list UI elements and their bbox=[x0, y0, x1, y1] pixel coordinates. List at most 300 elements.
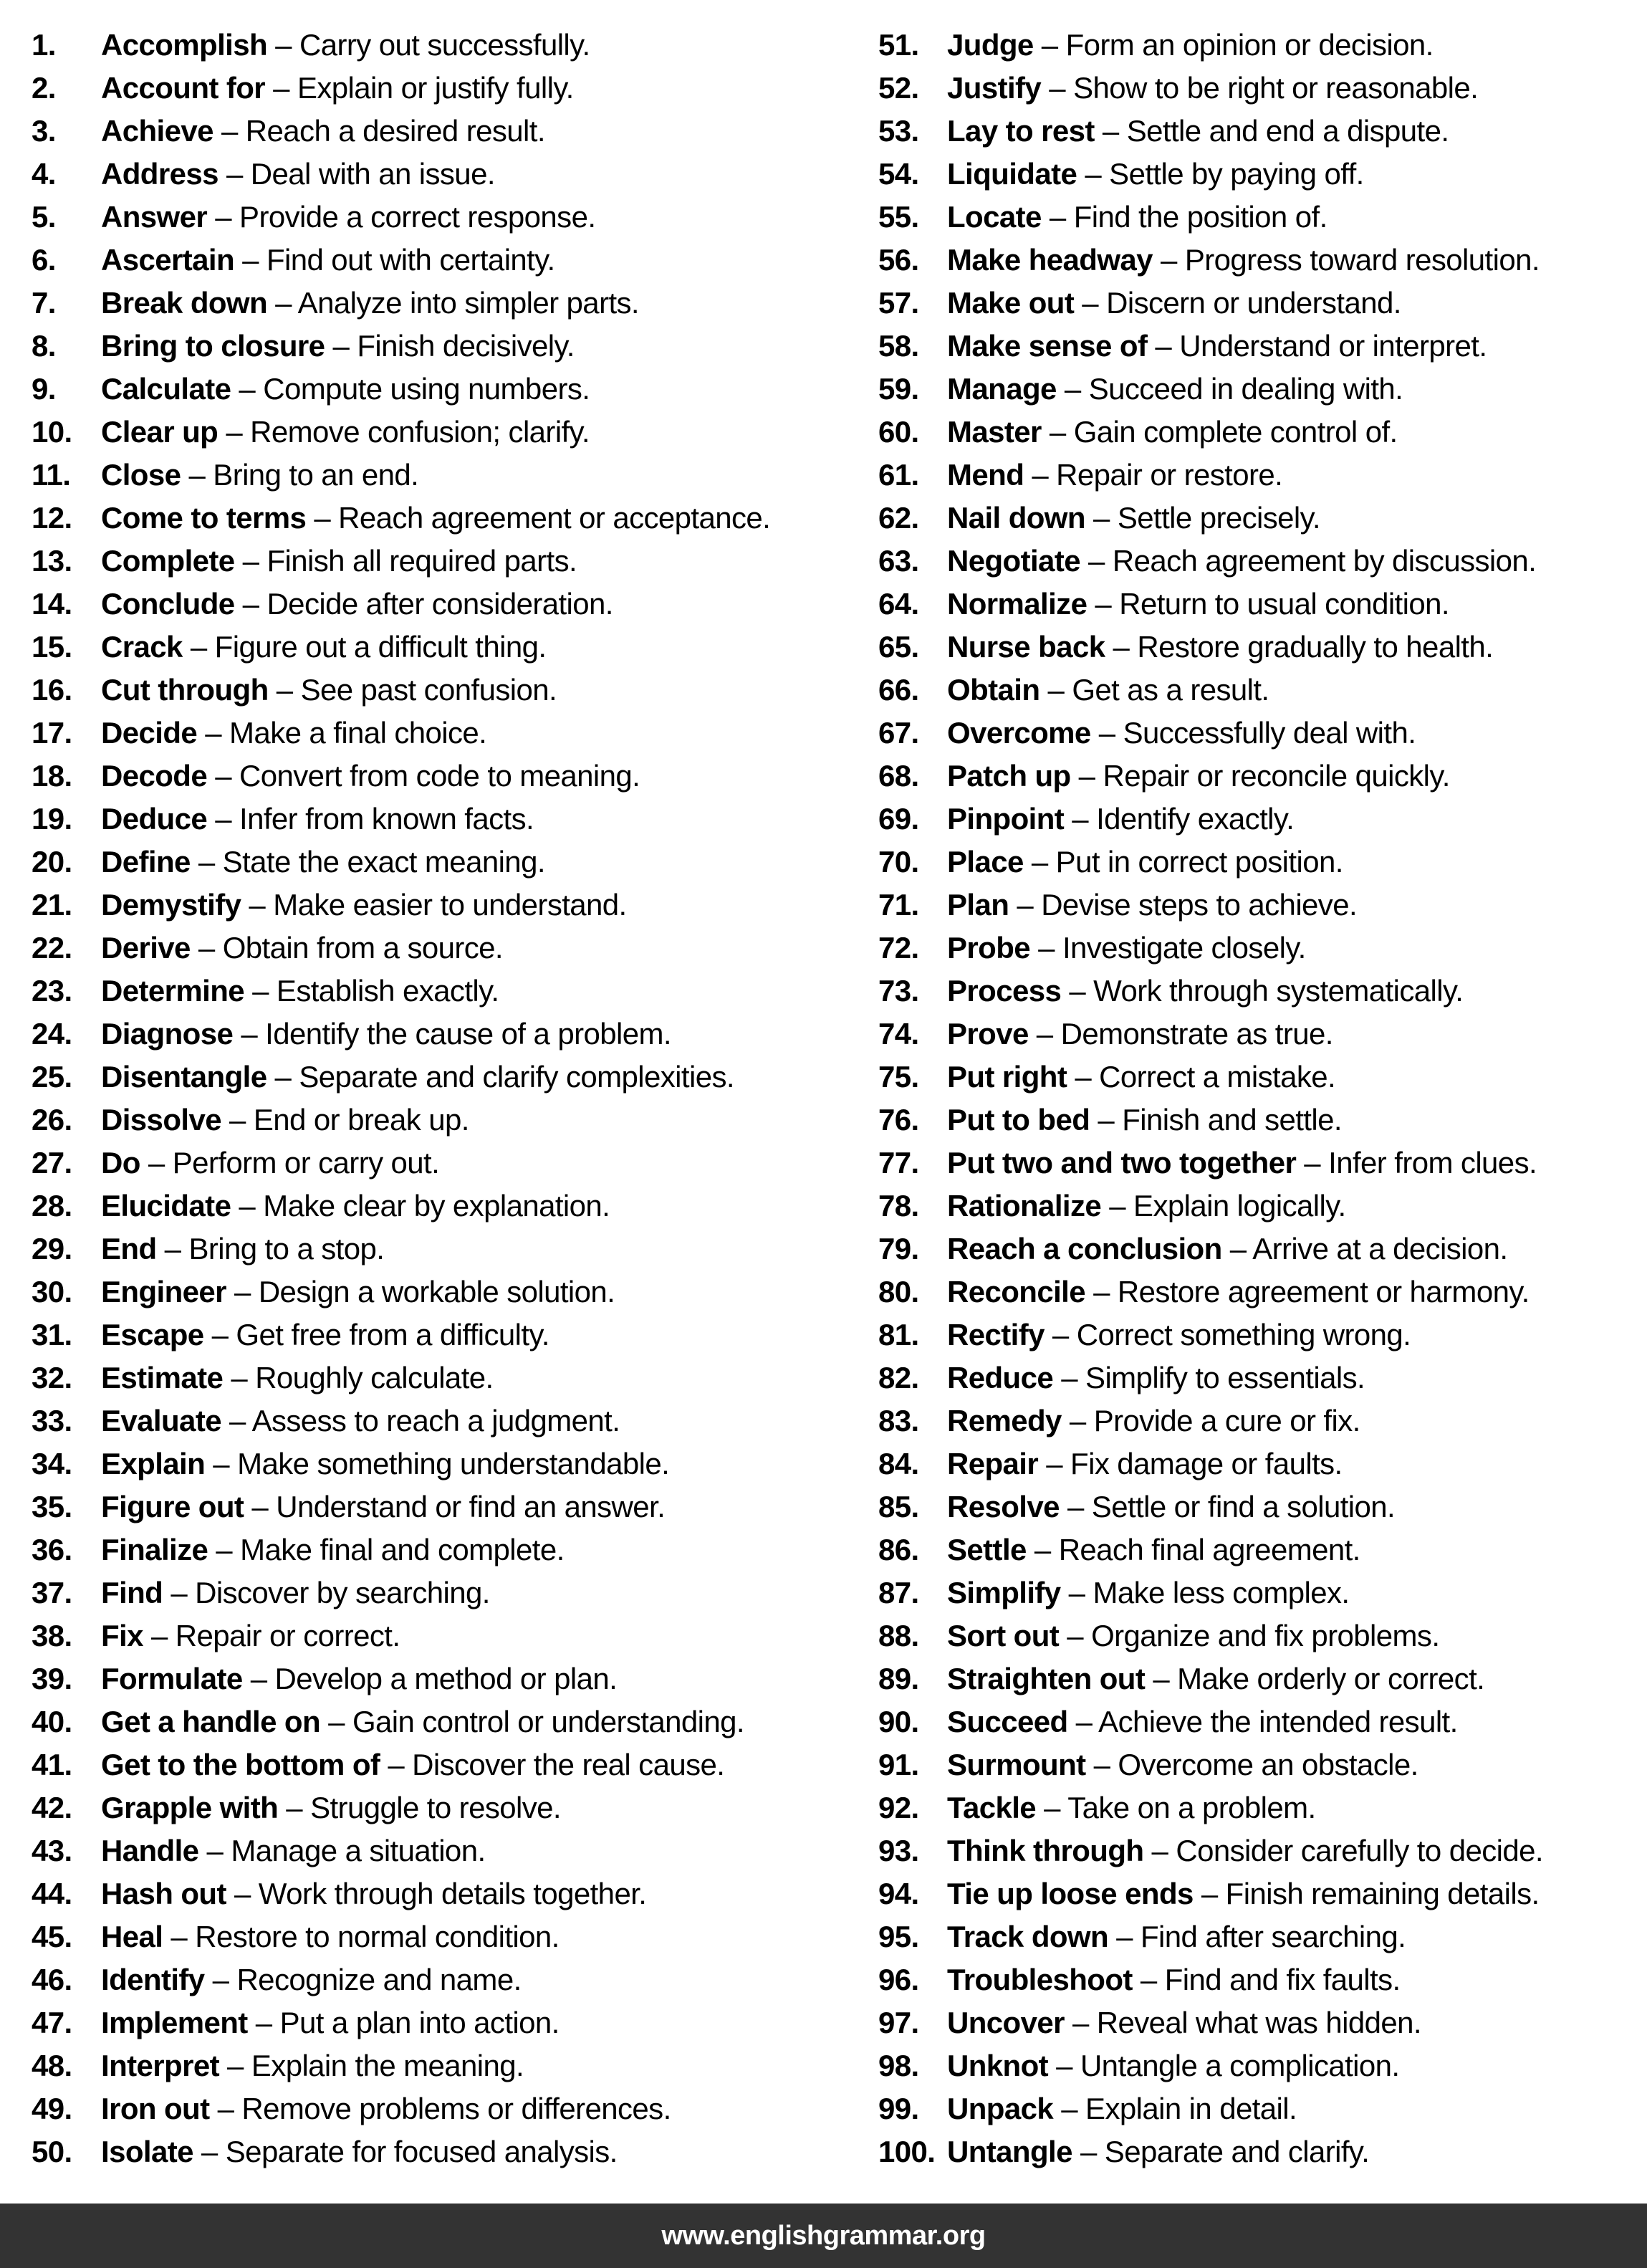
item-separator: – bbox=[268, 673, 301, 707]
item-separator: – bbox=[1024, 458, 1057, 492]
item-definition: Finish all required parts. bbox=[267, 544, 577, 578]
list-item bbox=[878, 540, 1543, 583]
item-number: 52. bbox=[878, 71, 919, 105]
item-number: 25. bbox=[32, 1060, 72, 1094]
item-separator: – bbox=[1193, 1877, 1226, 1910]
item-number: 17. bbox=[32, 716, 72, 750]
item-term: Get a handle on bbox=[101, 1705, 321, 1738]
item-term: Settle bbox=[947, 1533, 1027, 1566]
item-definition: End or break up. bbox=[253, 1103, 469, 1137]
item-definition: Reach a desired result. bbox=[245, 114, 545, 148]
item-separator: – bbox=[1080, 544, 1113, 578]
item-separator: – bbox=[1059, 1490, 1092, 1523]
list-item bbox=[878, 368, 1543, 411]
item-separator: – bbox=[221, 1103, 254, 1137]
item-number: 65. bbox=[878, 630, 919, 664]
item-separator: – bbox=[320, 1705, 352, 1738]
item-number: 53. bbox=[878, 114, 919, 148]
item-definition: Demonstrate as true. bbox=[1060, 1017, 1333, 1051]
item-number: 67. bbox=[878, 716, 919, 750]
list-item bbox=[32, 1142, 770, 1185]
item-number: 71. bbox=[878, 888, 919, 922]
item-term: Implement bbox=[101, 2006, 248, 2039]
item-definition: Identify exactly. bbox=[1096, 802, 1295, 836]
item-term: Demystify bbox=[101, 888, 241, 922]
item-definition: See past confusion. bbox=[300, 673, 557, 707]
list-item bbox=[878, 325, 1543, 368]
item-separator: – bbox=[1056, 372, 1089, 406]
list-item bbox=[878, 755, 1543, 798]
list-item bbox=[878, 454, 1543, 497]
list-item bbox=[32, 927, 770, 970]
list-item bbox=[32, 1915, 770, 1958]
item-number: 98. bbox=[878, 2049, 919, 2082]
list-item bbox=[878, 153, 1543, 196]
item-definition: Remove problems or differences. bbox=[241, 2092, 671, 2125]
list-item bbox=[32, 1872, 770, 1915]
list-item bbox=[878, 1528, 1543, 1571]
list-item bbox=[32, 1271, 770, 1314]
item-number: 94. bbox=[878, 1877, 919, 1910]
item-separator: – bbox=[1033, 28, 1066, 62]
item-number: 10. bbox=[32, 415, 72, 449]
item-separator: – bbox=[1041, 71, 1074, 105]
item-number: 23. bbox=[32, 974, 72, 1008]
item-term: Evaluate bbox=[101, 1404, 221, 1437]
item-definition: Carry out successfully. bbox=[299, 28, 590, 62]
item-term: Judge bbox=[947, 28, 1034, 62]
item-term: Locate bbox=[947, 200, 1042, 234]
item-term: Lay to rest bbox=[947, 114, 1095, 148]
item-separator: – bbox=[247, 2006, 280, 2039]
list-item bbox=[878, 2001, 1543, 2044]
list-item bbox=[878, 1228, 1543, 1271]
item-term: Sort out bbox=[947, 1619, 1060, 1652]
item-number: 1. bbox=[32, 28, 56, 62]
item-definition: Make a final choice. bbox=[229, 716, 487, 750]
item-number: 19. bbox=[32, 802, 72, 836]
list-item bbox=[878, 798, 1543, 841]
item-number: 43. bbox=[32, 1834, 72, 1867]
item-term: Answer bbox=[101, 200, 208, 234]
item-separator: – bbox=[181, 458, 213, 492]
item-definition: Repair or restore. bbox=[1056, 458, 1283, 492]
item-definition: Analyze into simpler parts. bbox=[297, 286, 639, 320]
item-number: 36. bbox=[32, 1533, 72, 1566]
list-item bbox=[32, 841, 770, 884]
item-number: 48. bbox=[32, 2049, 72, 2082]
item-term: Deduce bbox=[101, 802, 208, 836]
list-item bbox=[878, 1399, 1543, 1442]
item-definition: Understand or interpret. bbox=[1179, 329, 1487, 363]
item-definition: Get as a result. bbox=[1072, 673, 1269, 707]
list-item bbox=[878, 1657, 1543, 1700]
item-number: 84. bbox=[878, 1447, 919, 1480]
item-definition: Discover the real cause. bbox=[412, 1748, 725, 1781]
item-definition: Form an opinion or decision. bbox=[1065, 28, 1434, 62]
list-item bbox=[878, 1915, 1543, 1958]
item-definition: Decide after consideration. bbox=[267, 587, 613, 621]
item-definition: Restore agreement or harmony. bbox=[1117, 1275, 1530, 1308]
list-item bbox=[32, 1013, 770, 1056]
item-number: 57. bbox=[878, 286, 919, 320]
item-number: 8. bbox=[32, 329, 56, 363]
item-number: 56. bbox=[878, 243, 919, 277]
list-item bbox=[32, 325, 770, 368]
list-item bbox=[878, 1485, 1543, 1528]
item-number: 7. bbox=[32, 286, 56, 320]
item-term: Rectify bbox=[947, 1318, 1045, 1351]
item-separator: – bbox=[241, 888, 274, 922]
list-item bbox=[32, 1700, 770, 1743]
item-term: Decide bbox=[101, 716, 198, 750]
item-separator: – bbox=[1067, 1060, 1100, 1094]
list-item bbox=[878, 927, 1543, 970]
list-item bbox=[878, 970, 1543, 1013]
list-item bbox=[32, 583, 770, 626]
item-separator: – bbox=[182, 630, 215, 664]
item-number: 79. bbox=[878, 1232, 919, 1265]
item-number: 4. bbox=[32, 157, 56, 191]
item-term: Justify bbox=[947, 71, 1042, 105]
item-number: 49. bbox=[32, 2092, 72, 2125]
item-term: Remedy bbox=[947, 1404, 1062, 1437]
item-separator: – bbox=[1108, 1920, 1141, 1953]
item-number: 99. bbox=[878, 2092, 919, 2125]
item-separator: – bbox=[223, 1361, 256, 1394]
item-definition: Settle precisely. bbox=[1117, 501, 1320, 535]
list-item bbox=[32, 970, 770, 1013]
item-number: 15. bbox=[32, 630, 72, 664]
list-item bbox=[32, 2130, 770, 2173]
item-number: 87. bbox=[878, 1576, 919, 1609]
list-item bbox=[32, 1829, 770, 1872]
list-item bbox=[878, 1099, 1543, 1142]
item-definition: Make clear by explanation. bbox=[263, 1189, 610, 1222]
item-definition: Deal with an issue. bbox=[250, 157, 495, 191]
item-number: 26. bbox=[32, 1103, 72, 1137]
list-item bbox=[32, 282, 770, 325]
item-term: Bring to closure bbox=[101, 329, 325, 363]
item-separator: – bbox=[1132, 1963, 1165, 1996]
item-separator: – bbox=[197, 716, 230, 750]
list-item bbox=[32, 712, 770, 755]
item-definition: Gain control or understanding. bbox=[352, 1705, 744, 1738]
item-term: Normalize bbox=[947, 587, 1087, 621]
item-term: Rationalize bbox=[947, 1189, 1102, 1222]
item-definition: Succeed in dealing with. bbox=[1088, 372, 1403, 406]
item-definition: Establish exactly. bbox=[276, 974, 499, 1008]
item-definition: Roughly calculate. bbox=[255, 1361, 494, 1394]
item-term: Probe bbox=[947, 931, 1031, 965]
item-number: 83. bbox=[878, 1404, 919, 1437]
list-item bbox=[32, 755, 770, 798]
list-item bbox=[32, 153, 770, 196]
list-item bbox=[878, 2130, 1543, 2173]
item-number: 27. bbox=[32, 1146, 72, 1180]
item-number: 92. bbox=[878, 1791, 919, 1824]
list-item bbox=[32, 24, 770, 67]
item-definition: Gain complete control of. bbox=[1073, 415, 1398, 449]
item-separator: – bbox=[267, 286, 298, 320]
list-item bbox=[878, 1185, 1543, 1228]
item-definition: Discover by searching. bbox=[195, 1576, 490, 1609]
list-item bbox=[878, 1743, 1543, 1786]
list-item bbox=[32, 1528, 770, 1571]
item-number: 89. bbox=[878, 1662, 919, 1695]
item-term: Isolate bbox=[101, 2135, 193, 2168]
item-term: Fix bbox=[101, 1619, 143, 1652]
item-definition: Find the position of. bbox=[1073, 200, 1327, 234]
item-term: Nurse back bbox=[947, 630, 1105, 664]
item-number: 39. bbox=[32, 1662, 72, 1695]
footer-banner bbox=[0, 2204, 1647, 2268]
item-definition: Work through details together. bbox=[258, 1877, 647, 1910]
item-definition: Find out with certainty. bbox=[266, 243, 555, 277]
item-number: 20. bbox=[32, 845, 72, 879]
list-item bbox=[878, 884, 1543, 927]
list-item bbox=[32, 1099, 770, 1142]
list-item bbox=[32, 411, 770, 454]
item-term: Unpack bbox=[947, 2092, 1054, 2125]
list-item bbox=[878, 669, 1543, 712]
item-definition: Assess to reach a judgment. bbox=[251, 1404, 620, 1437]
item-definition: Reach agreement by discussion. bbox=[1112, 544, 1537, 578]
list-item bbox=[878, 282, 1543, 325]
item-number: 75. bbox=[878, 1060, 919, 1094]
item-separator: – bbox=[325, 329, 357, 363]
item-number: 9. bbox=[32, 372, 56, 406]
item-separator: – bbox=[208, 1533, 241, 1566]
item-separator: – bbox=[1053, 1361, 1086, 1394]
item-number: 33. bbox=[32, 1404, 72, 1437]
list-item bbox=[32, 2001, 770, 2044]
item-definition: Correct a mistake. bbox=[1099, 1060, 1336, 1094]
item-separator: – bbox=[1147, 329, 1180, 363]
item-term: Mend bbox=[947, 458, 1024, 492]
list-item bbox=[878, 1829, 1543, 1872]
item-definition: Figure out a difficult thing. bbox=[214, 630, 547, 664]
item-definition: Put in correct position. bbox=[1055, 845, 1343, 879]
item-number: 96. bbox=[878, 1963, 919, 1996]
item-definition: State the exact meaning. bbox=[222, 845, 545, 879]
item-number: 3. bbox=[32, 114, 56, 148]
item-separator: – bbox=[226, 1877, 259, 1910]
item-number: 18. bbox=[32, 759, 72, 793]
item-separator: – bbox=[143, 1619, 176, 1652]
item-definition: Restore gradually to health. bbox=[1137, 630, 1494, 664]
list-item bbox=[878, 1357, 1543, 1399]
item-number: 70. bbox=[878, 845, 919, 879]
item-number: 46. bbox=[32, 1963, 72, 1996]
item-separator: – bbox=[278, 1791, 311, 1824]
list-item bbox=[32, 1314, 770, 1357]
item-definition: Find and fix faults. bbox=[1164, 1963, 1401, 1996]
item-definition: Perform or carry out. bbox=[172, 1146, 440, 1180]
list-item bbox=[32, 1571, 770, 1614]
item-term: Achieve bbox=[101, 114, 213, 148]
item-separator: – bbox=[267, 1060, 299, 1094]
item-number: 76. bbox=[878, 1103, 919, 1137]
item-number: 5. bbox=[32, 200, 56, 234]
item-separator: – bbox=[203, 1318, 236, 1351]
item-number: 50. bbox=[32, 2135, 72, 2168]
item-separator: – bbox=[1009, 888, 1042, 922]
item-number: 68. bbox=[878, 759, 919, 793]
list-item bbox=[878, 712, 1543, 755]
item-term: Negotiate bbox=[947, 544, 1080, 578]
item-number: 28. bbox=[32, 1189, 72, 1222]
item-definition: Reveal what was hidden. bbox=[1096, 2006, 1421, 2039]
item-number: 61. bbox=[878, 458, 919, 492]
item-term: Tie up loose ends bbox=[947, 1877, 1194, 1910]
item-term: Prove bbox=[947, 1017, 1029, 1051]
item-number: 59. bbox=[878, 372, 919, 406]
item-definition: Achieve the intended result. bbox=[1098, 1705, 1458, 1738]
item-number: 14. bbox=[32, 587, 72, 621]
item-separator: – bbox=[242, 1662, 275, 1695]
item-separator: – bbox=[207, 802, 240, 836]
item-separator: – bbox=[1053, 2092, 1086, 2125]
item-number: 86. bbox=[878, 1533, 919, 1566]
item-separator: – bbox=[1044, 1318, 1077, 1351]
list-item bbox=[32, 1485, 770, 1528]
item-number: 74. bbox=[878, 1017, 919, 1051]
item-separator: – bbox=[140, 1146, 173, 1180]
item-term: Unknot bbox=[947, 2049, 1049, 2082]
item-term: Account for bbox=[101, 71, 266, 105]
item-separator: – bbox=[267, 28, 299, 62]
item-definition: Simplify to essentials. bbox=[1085, 1361, 1365, 1394]
item-number: 31. bbox=[32, 1318, 72, 1351]
list-item bbox=[878, 24, 1543, 67]
list-item bbox=[32, 110, 770, 153]
item-separator: – bbox=[1061, 1404, 1094, 1437]
item-definition: Make easier to understand. bbox=[273, 888, 627, 922]
item-definition: Make orderly or correct. bbox=[1177, 1662, 1485, 1695]
item-definition: Obtain from a source. bbox=[222, 931, 503, 965]
left-column bbox=[32, 24, 770, 2173]
item-separator: – bbox=[226, 1275, 259, 1308]
item-term: End bbox=[101, 1232, 157, 1265]
item-definition: Put a plan into action. bbox=[279, 2006, 560, 2039]
item-term: Figure out bbox=[101, 1490, 244, 1523]
item-separator: – bbox=[1296, 1146, 1329, 1180]
item-term: Iron out bbox=[101, 2092, 210, 2125]
list-item bbox=[32, 1442, 770, 1485]
item-number: 34. bbox=[32, 1447, 72, 1480]
item-separator: – bbox=[1090, 716, 1123, 750]
item-separator: – bbox=[156, 1232, 189, 1265]
item-term: Plan bbox=[947, 888, 1009, 922]
item-definition: Struggle to resolve. bbox=[310, 1791, 561, 1824]
item-separator: – bbox=[1145, 1662, 1178, 1695]
item-separator: – bbox=[1143, 1834, 1176, 1867]
item-term: Make headway bbox=[947, 243, 1153, 277]
item-definition: Convert from code to meaning. bbox=[239, 759, 640, 793]
list-item bbox=[878, 497, 1543, 540]
item-separator: – bbox=[265, 71, 297, 105]
item-term: Reconcile bbox=[947, 1275, 1086, 1308]
item-definition: Separate and clarify. bbox=[1104, 2135, 1370, 2168]
item-definition: Manage a situation. bbox=[231, 1834, 486, 1867]
list-item bbox=[32, 67, 770, 110]
item-number: 95. bbox=[878, 1920, 919, 1953]
item-term: Straighten out bbox=[947, 1662, 1146, 1695]
item-number: 41. bbox=[32, 1748, 72, 1781]
item-number: 42. bbox=[32, 1791, 72, 1824]
list-item bbox=[878, 1442, 1543, 1485]
list-item bbox=[32, 2044, 770, 2087]
item-definition: Finish remaining details. bbox=[1225, 1877, 1540, 1910]
list-item bbox=[32, 669, 770, 712]
item-definition: Show to be right or reasonable. bbox=[1073, 71, 1479, 105]
item-number: 6. bbox=[32, 243, 56, 277]
item-term: Break down bbox=[101, 286, 268, 320]
item-term: Place bbox=[947, 845, 1024, 879]
item-separator: – bbox=[218, 157, 251, 191]
item-term: Manage bbox=[947, 372, 1057, 406]
item-separator: – bbox=[207, 759, 240, 793]
item-separator: – bbox=[1048, 2049, 1080, 2082]
list-item bbox=[878, 1700, 1543, 1743]
list-item bbox=[32, 368, 770, 411]
item-term: Uncover bbox=[947, 2006, 1065, 2039]
item-term: Come to terms bbox=[101, 501, 307, 535]
item-separator: – bbox=[1041, 200, 1074, 234]
list-item bbox=[32, 1185, 770, 1228]
item-definition: Design a workable solution. bbox=[258, 1275, 615, 1308]
item-number: 47. bbox=[32, 2006, 72, 2039]
list-item bbox=[878, 196, 1543, 239]
item-number: 77. bbox=[878, 1146, 919, 1180]
item-term: Untangle bbox=[947, 2135, 1072, 2168]
item-separator: – bbox=[234, 243, 267, 277]
item-term: Calculate bbox=[101, 372, 231, 406]
item-term: Elucidate bbox=[101, 1189, 231, 1222]
item-definition: Settle and end a dispute. bbox=[1126, 114, 1449, 148]
item-definition: Remove confusion; clarify. bbox=[250, 415, 590, 449]
item-number: 91. bbox=[878, 1748, 919, 1781]
item-definition: Finish decisively. bbox=[357, 329, 575, 363]
item-separator: – bbox=[231, 372, 264, 406]
list-item bbox=[32, 2087, 770, 2130]
item-term: Do bbox=[101, 1146, 140, 1180]
item-separator: – bbox=[1038, 1447, 1071, 1480]
item-term: Hash out bbox=[101, 1877, 226, 1910]
item-separator: – bbox=[233, 1017, 266, 1051]
item-definition: Recognize and name. bbox=[236, 1963, 522, 1996]
item-separator: – bbox=[1041, 415, 1074, 449]
list-item bbox=[878, 1013, 1543, 1056]
item-number: 11. bbox=[32, 458, 71, 492]
list-item bbox=[878, 2087, 1543, 2130]
item-term: Nail down bbox=[947, 501, 1085, 535]
item-number: 12. bbox=[32, 501, 72, 535]
list-item bbox=[878, 1142, 1543, 1185]
item-definition: Restore to normal condition. bbox=[195, 1920, 560, 1953]
item-definition: Arrive at a decision. bbox=[1252, 1232, 1508, 1265]
item-definition: Take on a problem. bbox=[1067, 1791, 1316, 1824]
item-term: Get to the bottom of bbox=[101, 1748, 380, 1781]
item-definition: Untangle a complication. bbox=[1080, 2049, 1400, 2082]
item-term: Conclude bbox=[101, 587, 235, 621]
item-number: 51. bbox=[878, 28, 919, 62]
item-definition: Find after searching. bbox=[1140, 1920, 1406, 1953]
list-item bbox=[32, 239, 770, 282]
list-item bbox=[878, 626, 1543, 669]
item-term: Ascertain bbox=[101, 243, 235, 277]
